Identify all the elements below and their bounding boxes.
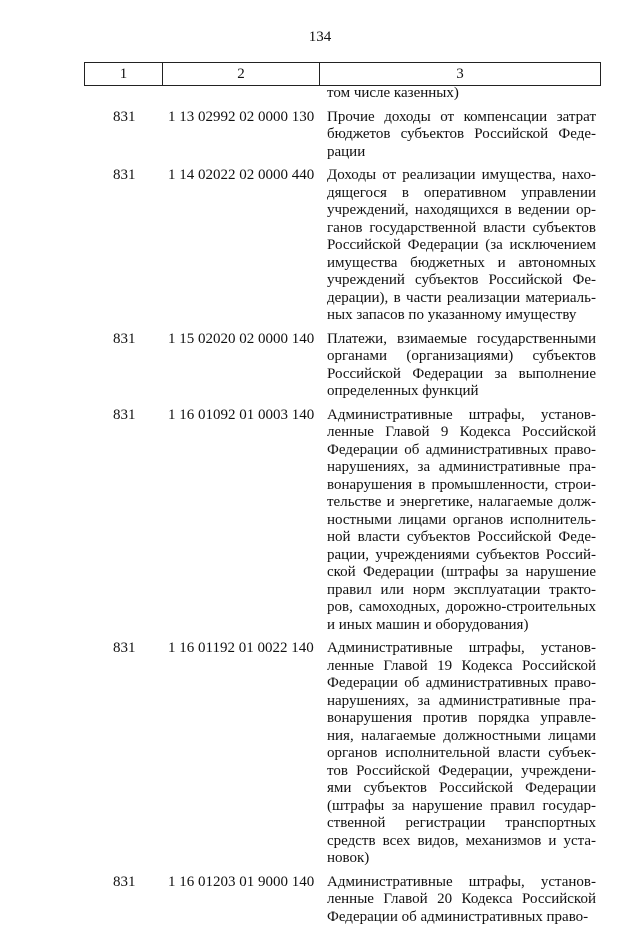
revenue-code-row [0, 874, 640, 927]
description-line: бюджетов субъектов Российской Феде- [327, 126, 596, 142]
administrator-code: 831 [113, 330, 136, 347]
budget-classification-code: 1 16 01092 01 0003 140 [168, 406, 315, 423]
description-line: учреждений субъектов Российской Фе- [327, 272, 596, 288]
revenue-code-row [0, 331, 640, 401]
continuation-row [0, 85, 640, 103]
description-line: (штрафы за нарушение правил государ- [327, 797, 596, 814]
description-line: ственной регистрации транспортных [327, 815, 596, 831]
revenue-description [327, 331, 596, 401]
description-line: дерации), в части реализации материаль- [327, 289, 596, 306]
description-line: вонарушения в промышленности, строи- [327, 476, 596, 493]
budget-classification-code: 1 16 01203 01 9000 140 [168, 873, 315, 890]
description-line: ленные Главой 9 Кодекса Российской [327, 424, 596, 440]
description-line: ров, самоходных, дорожно-строительных [327, 599, 596, 615]
description-line: Российской Федерации (за исключением [327, 237, 596, 253]
description-line: Административные штрафы, установ- [327, 873, 596, 890]
description-line: и иных машин и оборудования) [327, 616, 529, 633]
description-line: Доходы от реализации имущества, нахо- [327, 167, 596, 183]
page-number: 134 [308, 29, 332, 45]
administrator-code: 831 [113, 167, 136, 183]
revenue-description [327, 874, 596, 927]
revenue-code-row [0, 640, 640, 868]
description-line: определенных функций [327, 383, 479, 399]
description-line: нарушениях, за административные пра- [327, 459, 596, 475]
budget-classification-code: 1 14 02022 02 0000 440 [168, 167, 315, 183]
description-line: Федерации об административных право- [327, 675, 596, 691]
description-line: Российской Федерации за выполнение [327, 365, 596, 382]
revenue-code-row [0, 109, 640, 162]
revenue-description [327, 640, 596, 868]
description-line: рации [327, 143, 366, 160]
revenue-code-row [0, 167, 640, 325]
description-line: вонарушения против порядка управле- [327, 710, 596, 726]
continuation-description [327, 85, 596, 103]
description-line: том числе казенных) [327, 85, 459, 101]
revenue-code-row [0, 407, 640, 635]
description-line: Административные штрафы, установ- [327, 406, 596, 423]
column-header-2: 2 [163, 63, 320, 86]
description-line: Федерации об административных право- [327, 908, 589, 925]
description-line: ленные Главой 19 Кодекса Российской [327, 657, 596, 674]
budget-classification-code: 1 13 02992 02 0000 130 [168, 108, 315, 125]
description-line: средств всех видов, механизмов и уста- [327, 832, 596, 849]
description-line: Федерации об административных право- [327, 441, 596, 458]
revenue-description [327, 167, 596, 325]
description-line: Прочие доходы от компенсации затрат [327, 108, 596, 125]
description-line: тельстве и энергетике, налагаемые долж- [327, 494, 596, 510]
revenue-description [327, 109, 596, 162]
description-line: ния, налагаемые должностными лицами [327, 727, 596, 744]
description-line: новок) [327, 850, 370, 866]
description-line: ями субъектов Российской Федерации [327, 780, 596, 796]
revenue-description [327, 407, 596, 635]
column-header-1: 1 [85, 63, 163, 86]
description-line: ганов государственной власти субъектов [327, 219, 596, 236]
description-line: Платежи, взимаемые государственными [327, 330, 596, 347]
revenue-code-list [0, 85, 640, 932]
description-line: ностными лицами органов исполнитель- [327, 511, 596, 528]
administrator-code: 831 [113, 640, 136, 656]
description-line: ской Федерации (штрафы за нарушение [327, 564, 596, 580]
column-header-row [85, 63, 601, 86]
description-line: имущества бюджетных и автономных [327, 254, 596, 271]
description-line: ленные Главой 20 Кодекса Российской [327, 891, 596, 907]
administrator-code: 831 [113, 406, 136, 423]
description-line: нарушениях, за административные пра- [327, 692, 596, 709]
column-header-table [84, 62, 601, 86]
description-line: ных запасов по указанному имуществу [327, 307, 577, 323]
budget-classification-code: 1 16 01192 01 0022 140 [168, 640, 314, 656]
budget-classification-code: 1 15 02020 02 0000 140 [168, 330, 315, 347]
description-line: органов исполнительной власти субъек- [327, 745, 596, 761]
description-line: тов Российской Федерации, учреждени- [327, 762, 596, 779]
description-line: рации, учреждениями субъектов Россий- [327, 546, 596, 563]
administrator-code: 831 [113, 873, 136, 890]
column-header-3: 3 [320, 63, 601, 86]
description-line: дящегося в оперативном управлении [327, 184, 596, 201]
administrator-code: 831 [113, 108, 136, 125]
description-line: правил или норм эксплуатации тракто- [327, 581, 596, 598]
description-line: органами (организациями) субъектов [327, 348, 596, 364]
description-line: учреждений, находящихся в ведении ор- [327, 202, 596, 218]
description-line: ной власти субъектов Российской Феде- [327, 529, 596, 545]
description-line: Административные штрафы, установ- [327, 640, 596, 656]
